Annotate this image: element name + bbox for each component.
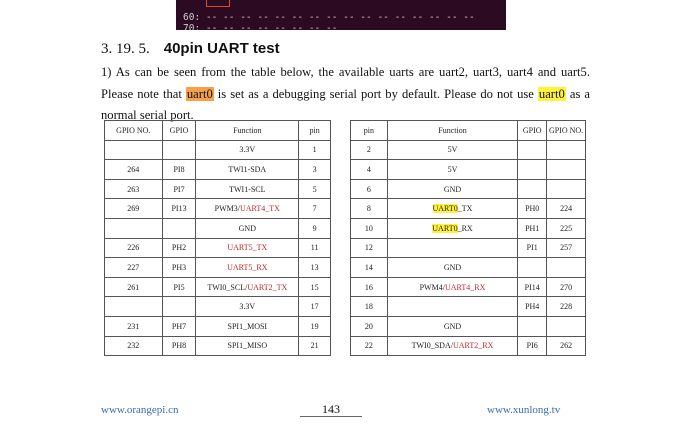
function-text: 5V bbox=[447, 145, 458, 155]
column-header: GPIO bbox=[162, 121, 196, 141]
pin-cell bbox=[299, 199, 331, 219]
pin-table-right bbox=[350, 120, 586, 356]
table-row bbox=[351, 179, 586, 199]
section-title: 40pin UART test bbox=[163, 40, 280, 57]
gpio-no-cell-text: 257 bbox=[560, 243, 573, 253]
footer-right-url: www.xunlong.tv bbox=[487, 404, 561, 416]
gpio-no-cell-text: 264 bbox=[127, 164, 140, 174]
gpio-no-cell-text: 262 bbox=[560, 341, 573, 351]
gpio-cell bbox=[162, 160, 196, 180]
gpio-cell bbox=[162, 336, 196, 356]
pin-cell bbox=[299, 277, 331, 297]
function-text: GND bbox=[443, 321, 462, 331]
gpio-cell-text: PI14 bbox=[524, 282, 540, 292]
gpio-cell-text: PH4 bbox=[525, 302, 540, 312]
function-cell bbox=[196, 297, 299, 317]
gpio-cell bbox=[162, 277, 196, 297]
function-text: TWI0_SCL/ bbox=[207, 282, 248, 292]
pin-cell-text: 22 bbox=[364, 341, 373, 351]
pin-cell bbox=[299, 179, 331, 199]
gpio-no-cell-text: 270 bbox=[560, 282, 573, 292]
function-cell bbox=[196, 179, 299, 199]
gpio-no-cell bbox=[547, 277, 586, 297]
terminal-line: 60: -- -- -- -- -- -- -- -- -- -- -- -- -- -- -- -- bbox=[183, 12, 475, 23]
gpio-no-cell-text: 263 bbox=[127, 184, 140, 194]
gpio-cell bbox=[518, 140, 547, 160]
column-header: GPIO NO. bbox=[547, 121, 586, 141]
column-header: GPIO bbox=[518, 121, 547, 141]
table-row bbox=[105, 238, 331, 258]
table-row bbox=[105, 258, 331, 278]
section-number: 3. 19. 5. bbox=[101, 41, 150, 57]
gpio-no-cell bbox=[547, 258, 586, 278]
table-row bbox=[351, 199, 586, 219]
pin-cell-text: 3 bbox=[312, 164, 317, 174]
function-cell bbox=[387, 218, 518, 238]
gpio-no-cell bbox=[547, 238, 586, 258]
gpio-no-cell bbox=[547, 179, 586, 199]
gpio-cell-text: PH0 bbox=[525, 204, 540, 214]
function-cell bbox=[196, 336, 299, 356]
table-row bbox=[105, 277, 331, 297]
paragraph-text: 1) As can be seen from the table below, the available uarts are uart2, uart3, uart4 and uart5. Please note that bbox=[101, 65, 590, 101]
gpio-no-cell bbox=[105, 140, 163, 160]
column-header: pin bbox=[351, 121, 388, 141]
pin-cell-text: 17 bbox=[310, 302, 319, 312]
column-header: GPIO NO. bbox=[105, 121, 163, 141]
function-text: SPI1_MOSI bbox=[227, 321, 268, 331]
gpio-no-cell-text: 225 bbox=[560, 223, 573, 233]
gpio-cell bbox=[518, 218, 547, 238]
pin-cell bbox=[351, 238, 388, 258]
function-cell bbox=[387, 179, 518, 199]
gpio-no-cell bbox=[105, 336, 163, 356]
pin-cell-text: 14 bbox=[364, 262, 373, 272]
gpio-no-cell bbox=[105, 199, 163, 219]
gpio-cell-text: PH7 bbox=[171, 321, 187, 331]
table-row bbox=[105, 160, 331, 180]
gpio-cell-text: PH2 bbox=[171, 243, 187, 253]
gpio-cell-text: PH8 bbox=[171, 341, 187, 351]
pin-cell bbox=[351, 297, 388, 317]
table-row bbox=[351, 238, 586, 258]
pin-cell bbox=[351, 218, 388, 238]
page-number-underline bbox=[300, 416, 362, 417]
gpio-cell-text: PI6 bbox=[526, 341, 538, 351]
intro-paragraph bbox=[101, 62, 590, 127]
gpio-no-cell bbox=[547, 297, 586, 317]
function-text: 3.3V bbox=[239, 145, 256, 155]
paragraph-text: is set as a debugging serial port by default. Please do not use bbox=[213, 86, 538, 101]
table-row bbox=[105, 179, 331, 199]
gpio-cell-text: PI13 bbox=[171, 204, 187, 214]
highlight-box bbox=[206, 0, 230, 7]
function-cell bbox=[387, 336, 518, 356]
function-cell bbox=[196, 199, 299, 219]
pin-cell bbox=[299, 160, 331, 180]
pin-cell-text: 21 bbox=[310, 341, 319, 351]
section-heading bbox=[101, 40, 280, 58]
gpio-cell bbox=[518, 336, 547, 356]
pin-cell bbox=[351, 316, 388, 336]
function-cell bbox=[196, 140, 299, 160]
pin-cell-text: 5 bbox=[312, 184, 317, 194]
function-cell bbox=[387, 258, 518, 278]
gpio-no-cell bbox=[105, 297, 163, 317]
pin-cell-text: 2 bbox=[366, 145, 371, 155]
gpio-no-cell bbox=[105, 316, 163, 336]
gpio-no-cell bbox=[105, 258, 163, 278]
pin-cell-text: 8 bbox=[366, 204, 371, 214]
pin-cell-text: 9 bbox=[312, 223, 317, 233]
function-cell bbox=[196, 316, 299, 336]
uart-function-text: UART2_RX bbox=[452, 341, 494, 351]
function-cell bbox=[196, 277, 299, 297]
pin-cell bbox=[299, 218, 331, 238]
gpio-no-cell-text: 226 bbox=[127, 243, 140, 253]
gpio-no-cell-text: 261 bbox=[127, 282, 140, 292]
function-text: SPI1_MISO bbox=[227, 341, 268, 351]
gpio-cell bbox=[518, 179, 547, 199]
gpio-no-cell bbox=[547, 160, 586, 180]
pin-cell bbox=[299, 297, 331, 317]
gpio-no-cell bbox=[547, 140, 586, 160]
gpio-cell-text: PH1 bbox=[525, 223, 540, 233]
pin-cell-text: 10 bbox=[364, 223, 373, 233]
pin-cell bbox=[299, 336, 331, 356]
footer-left-url: www.orangepi.cn bbox=[101, 404, 179, 416]
gpio-no-cell-text: 227 bbox=[127, 262, 140, 272]
gpio-no-cell-text: 232 bbox=[127, 341, 140, 351]
function-cell bbox=[387, 316, 518, 336]
function-text: TWI1-SCL bbox=[229, 184, 266, 194]
gpio-no-cell bbox=[105, 277, 163, 297]
table-row bbox=[351, 140, 586, 160]
gpio-cell bbox=[162, 179, 196, 199]
gpio-cell-text: PI7 bbox=[173, 184, 185, 194]
pin-cell-text: 13 bbox=[310, 262, 319, 272]
gpio-cell bbox=[162, 199, 196, 219]
pin-cell-text: 19 bbox=[310, 321, 319, 331]
pin-cell-text: 15 bbox=[310, 282, 319, 292]
gpio-cell bbox=[162, 218, 196, 238]
table-row bbox=[105, 199, 331, 219]
function-cell bbox=[387, 297, 518, 317]
gpio-cell-text: PI1 bbox=[526, 243, 538, 253]
pin-cell bbox=[351, 140, 388, 160]
pin-cell-text: 18 bbox=[364, 302, 373, 312]
gpio-no-cell bbox=[105, 160, 163, 180]
gpio-cell bbox=[518, 277, 547, 297]
gpio-no-cell bbox=[547, 199, 586, 219]
function-text: _TX bbox=[457, 204, 473, 214]
pin-cell bbox=[299, 140, 331, 160]
table-row bbox=[105, 336, 331, 356]
gpio-cell bbox=[518, 238, 547, 258]
table-row bbox=[105, 297, 331, 317]
pin-cell bbox=[351, 277, 388, 297]
table-row bbox=[351, 218, 586, 238]
table-row bbox=[351, 277, 586, 297]
gpio-cell bbox=[518, 199, 547, 219]
pin-cell-text: 20 bbox=[364, 321, 373, 331]
function-text: PWM3/ bbox=[214, 204, 240, 214]
gpio-no-cell bbox=[547, 316, 586, 336]
pin-cell-text: 11 bbox=[310, 243, 319, 253]
table-row bbox=[105, 316, 331, 336]
function-cell bbox=[196, 258, 299, 278]
pin-cell bbox=[351, 258, 388, 278]
pin-cell bbox=[351, 179, 388, 199]
gpio-cell bbox=[162, 238, 196, 258]
function-text: _RX bbox=[457, 223, 473, 233]
terminal-line bbox=[183, 1, 230, 12]
pin-table-left bbox=[104, 120, 331, 356]
uart-function-text: UART4_RX bbox=[444, 282, 486, 292]
highlight-uart0: UART0 bbox=[432, 204, 458, 214]
gpio-cell bbox=[518, 258, 547, 278]
table-header-row bbox=[105, 121, 331, 141]
gpio-cell-text: PI8 bbox=[173, 164, 185, 174]
gpio-cell bbox=[162, 140, 196, 160]
gpio-cell-text: PI5 bbox=[173, 282, 185, 292]
uart-function-text: UART5_TX bbox=[227, 243, 268, 253]
gpio-no-cell-text: 228 bbox=[560, 302, 573, 312]
gpio-no-cell bbox=[547, 336, 586, 356]
highlight-uart0: uart0 bbox=[186, 86, 213, 101]
function-cell bbox=[196, 218, 299, 238]
gpio-no-cell-text: 231 bbox=[127, 321, 140, 331]
gpio-cell-text: PH3 bbox=[171, 262, 187, 272]
paragraph-text: as a normal serial port. bbox=[101, 86, 590, 122]
gpio-cell bbox=[518, 297, 547, 317]
function-cell bbox=[387, 140, 518, 160]
gpio-no-cell bbox=[105, 179, 163, 199]
function-text: GND bbox=[238, 223, 256, 233]
terminal-line: 70: -- -- -- -- -- -- -- -- bbox=[183, 23, 338, 30]
pin-cell-text: 1 bbox=[312, 145, 317, 155]
function-text: GND bbox=[443, 262, 462, 272]
gpio-no-cell bbox=[105, 238, 163, 258]
pin-cell-text: 6 bbox=[366, 184, 371, 194]
gpio-cell bbox=[162, 258, 196, 278]
uart-function-text: UART5_RX bbox=[227, 262, 268, 272]
gpio-no-cell bbox=[547, 218, 586, 238]
column-header: pin bbox=[299, 121, 331, 141]
table-row bbox=[105, 218, 331, 238]
function-text: 3.3V bbox=[239, 302, 256, 312]
gpio-cell bbox=[518, 316, 547, 336]
table-row bbox=[351, 160, 586, 180]
function-cell bbox=[387, 277, 518, 297]
function-text: GND bbox=[443, 184, 462, 194]
function-cell bbox=[387, 238, 518, 258]
pin-cell-text: 7 bbox=[312, 204, 317, 214]
function-text: TWI1-SDA bbox=[228, 164, 267, 174]
pin-cell-text: 12 bbox=[364, 243, 373, 253]
table-row bbox=[105, 140, 331, 160]
table-row bbox=[351, 297, 586, 317]
pin-cell bbox=[299, 258, 331, 278]
pin-cell bbox=[299, 316, 331, 336]
page-number: 143 bbox=[322, 402, 340, 416]
table-header-row bbox=[351, 121, 586, 141]
pin-cell-text: 4 bbox=[366, 164, 371, 174]
column-header: Function bbox=[387, 121, 518, 141]
pin-cell bbox=[351, 160, 388, 180]
gpio-cell bbox=[162, 297, 196, 317]
function-text: TWI0_SDA/ bbox=[411, 341, 453, 351]
pin-cell bbox=[351, 336, 388, 356]
gpio-cell bbox=[518, 160, 547, 180]
gpio-cell bbox=[162, 316, 196, 336]
table-row bbox=[351, 336, 586, 356]
gpio-no-cell-text: 224 bbox=[560, 204, 573, 214]
highlight-uart0: uart0 bbox=[538, 86, 565, 101]
table-row bbox=[351, 258, 586, 278]
function-cell bbox=[196, 160, 299, 180]
table-row bbox=[351, 316, 586, 336]
pin-cell-text: 16 bbox=[364, 282, 373, 292]
function-text: 5V bbox=[447, 164, 458, 174]
uart-function-text: UART2_TX bbox=[247, 282, 288, 292]
function-cell bbox=[387, 199, 518, 219]
pin-cell bbox=[351, 199, 388, 219]
function-cell bbox=[196, 238, 299, 258]
pin-cell bbox=[299, 238, 331, 258]
terminal-snippet bbox=[176, 0, 506, 30]
highlight-uart0: UART0 bbox=[432, 223, 458, 233]
gpio-no-cell-text: 269 bbox=[127, 204, 140, 214]
gpio-no-cell bbox=[105, 218, 163, 238]
function-text: PWM4/ bbox=[419, 282, 445, 292]
uart-function-text: UART4_TX bbox=[240, 204, 280, 214]
column-header: Function bbox=[196, 121, 299, 141]
function-cell bbox=[387, 160, 518, 180]
